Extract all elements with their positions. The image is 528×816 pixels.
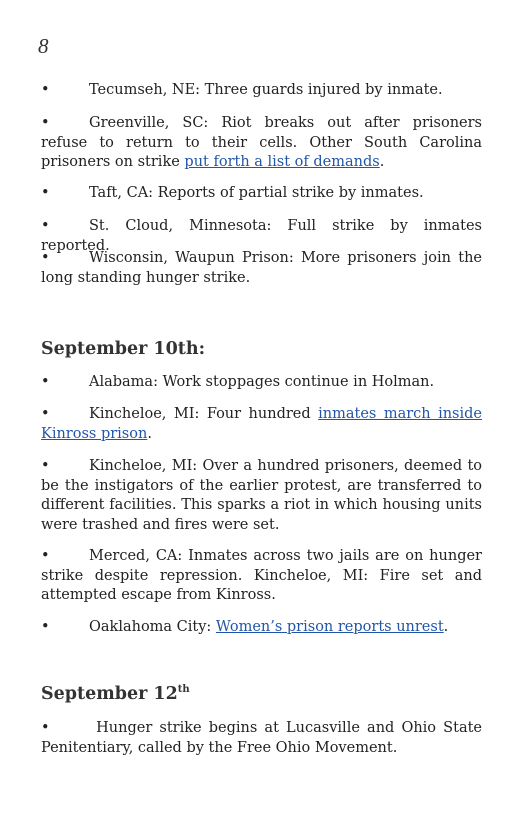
item-text: Taft, CA: Reports of partial strike by inmates. bbox=[89, 185, 424, 201]
bullet-icon: • bbox=[41, 218, 50, 234]
item-text: Hunger strike begins at Lucasville and Ohio State Penitentiary, called by the Free Ohio Movement. bbox=[41, 720, 482, 756]
list-item bbox=[41, 719, 482, 758]
womens-prison-link[interactable]: Women’s prison reports unrest bbox=[215, 619, 444, 635]
item-text-end: . bbox=[443, 619, 449, 635]
section-heading: September 10th: bbox=[41, 339, 206, 359]
item-text: Kincheloe, MI: Four hundred bbox=[89, 406, 319, 422]
bullet-icon: • bbox=[41, 374, 50, 390]
list-item bbox=[41, 249, 482, 288]
demands-link[interactable]: put forth a list of demands bbox=[184, 154, 380, 170]
item-text-end: . bbox=[379, 154, 385, 170]
heading-text: September 12 bbox=[41, 684, 178, 704]
list-item bbox=[41, 373, 482, 393]
item-text-end: . bbox=[147, 425, 152, 442]
list-item bbox=[41, 184, 482, 204]
bullet-icon: • bbox=[41, 548, 50, 564]
page-number: 8 bbox=[38, 34, 49, 58]
bullet-icon: • bbox=[41, 720, 50, 736]
item-text: Alabama: Work stoppages continue in Holman. bbox=[89, 374, 435, 390]
list-item bbox=[41, 114, 482, 173]
list-item bbox=[41, 81, 482, 101]
bullet-icon: • bbox=[41, 82, 50, 98]
bullet-icon: • bbox=[41, 115, 50, 131]
item-text: Oaklahoma City: bbox=[89, 619, 216, 635]
item-text: Tecumseh, NE: Three guards injured by inmate. bbox=[89, 82, 443, 98]
list-item bbox=[41, 547, 482, 606]
list-item bbox=[41, 618, 482, 638]
section-heading bbox=[41, 684, 190, 704]
item-text: Wisconsin, Waupun Prison: More prisoners join the long standing hunger strike. bbox=[41, 250, 482, 286]
bullet-icon: • bbox=[41, 619, 50, 635]
item-text: Kincheloe, MI: Over a hundred prisoners, deemed to be the instigators of the earlier protest, are transferred to different facilities. This sparks a riot in which housing units were trashed and fires were set. bbox=[41, 458, 482, 533]
item-text: Greenville, SC: Riot breaks out after prisoners refuse to return to their cells. Other South Carolina prisoners on strike bbox=[41, 115, 482, 170]
bullet-icon: • bbox=[41, 406, 50, 422]
bullet-icon: • bbox=[41, 250, 50, 266]
list-item bbox=[41, 457, 482, 535]
heading-superscript: th bbox=[177, 684, 190, 696]
bullet-icon: • bbox=[41, 458, 50, 474]
item-text: St. Cloud, Minnesota: Full strike by inmates reported. bbox=[41, 218, 482, 254]
kinross-march-link[interactable]: inmates march inside Kinross prison bbox=[41, 406, 482, 442]
list-item bbox=[41, 405, 482, 444]
item-text: Merced, CA: Inmates across two jails are on hunger strike despite repression. Kincheloe, MI: Fire set and attempted escape from Kinross. bbox=[41, 548, 482, 603]
bullet-icon: • bbox=[41, 185, 50, 201]
